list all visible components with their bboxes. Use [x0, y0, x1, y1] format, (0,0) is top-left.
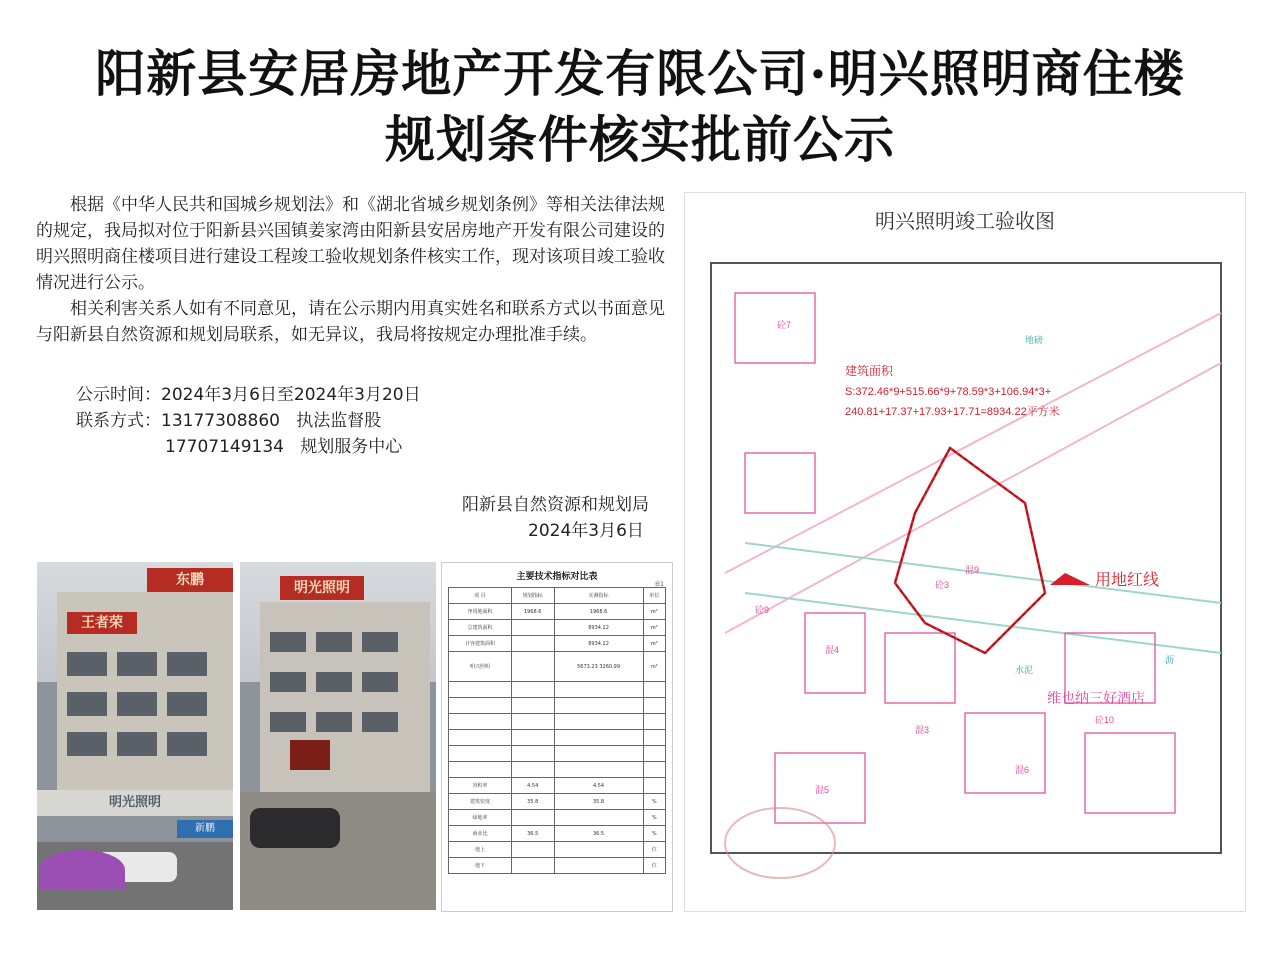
table-cell	[449, 698, 512, 714]
building-facade	[260, 602, 430, 792]
table-cell	[511, 620, 554, 636]
table-cell: m²	[643, 636, 665, 652]
contact-phone: 17707149134	[165, 437, 284, 457]
map-label: 砼10	[1095, 715, 1115, 725]
table-row	[449, 810, 666, 826]
table-cell	[554, 810, 643, 826]
table-row	[449, 730, 666, 746]
table-cell	[511, 714, 554, 730]
indicator-table-panel	[441, 562, 673, 912]
table-cell: 8934.22	[554, 636, 643, 652]
table-cell: %	[643, 826, 665, 842]
table-cell: 35.8	[511, 794, 554, 810]
window	[270, 632, 306, 652]
table-cell: 地上	[449, 842, 512, 858]
area-formula-line1: S:372.46*9+515.66*9+78.59*3+106.94*3+	[845, 386, 1052, 398]
window	[270, 712, 306, 732]
shop-sign	[290, 740, 330, 770]
map-label: 地磅	[1025, 335, 1044, 345]
window	[316, 632, 352, 652]
map-title: 明兴照明竣工验收图	[875, 209, 1055, 233]
map-label: 砼9	[755, 605, 770, 615]
table-cell: 35.8	[554, 794, 643, 810]
map-label: 混6	[1015, 765, 1030, 775]
table-unit: 表1	[654, 581, 664, 588]
table-cell	[554, 858, 643, 874]
window	[67, 692, 107, 716]
contact-label: 联系方式：	[76, 411, 161, 431]
map-label: 砼7	[777, 320, 792, 330]
table-row	[449, 698, 666, 714]
redline-arrow	[1050, 573, 1090, 585]
contact-phone: 13177308860	[161, 411, 280, 431]
page-title-line2: 规划条件核实批前公示	[385, 110, 895, 169]
building-photo-2	[240, 562, 436, 910]
table-row	[449, 826, 666, 842]
table-cell	[449, 682, 512, 698]
building-photo-1	[37, 562, 233, 910]
table-cell	[554, 698, 643, 714]
umbrella	[39, 850, 125, 890]
table-cell: 绿地率	[449, 810, 512, 826]
table-cell	[554, 730, 643, 746]
map-label: 混4	[825, 645, 840, 655]
window	[117, 732, 157, 756]
notice-paragraph-1: 根据《中华人民共和国城乡规划法》和《湖北省城乡规划条例》等相关法律法规的规定，我局拟对位于阳新县兴国镇姜家湾由阳新县安居房地产开发有限公司建设的明兴照明商住楼项目进行建设工程竣工验收规划条件核实工作，现对该项目竣工验收情况进行公示。	[36, 195, 665, 293]
building-outline	[735, 293, 815, 363]
building-outline	[885, 633, 955, 703]
table-row	[449, 652, 666, 682]
table-cell	[643, 746, 665, 762]
table-cell	[554, 714, 643, 730]
table-cell: 建筑密度	[449, 794, 512, 810]
road-edge	[725, 363, 1221, 633]
table-cell	[449, 762, 512, 778]
map-label: 混9	[965, 565, 980, 575]
window	[316, 672, 352, 692]
table-row	[449, 778, 666, 794]
table-cell	[554, 762, 643, 778]
building-outline	[1085, 733, 1175, 813]
table-row	[449, 604, 666, 620]
table-cell: m²	[643, 604, 665, 620]
table-row	[449, 794, 666, 810]
table-cell	[643, 762, 665, 778]
window	[117, 652, 157, 676]
hotel-label: 维也纳三好酒店	[1047, 690, 1145, 706]
table-cell: 容积率	[449, 778, 512, 794]
table-cell: 1968.6	[511, 604, 554, 620]
site-map	[685, 193, 1245, 911]
window	[362, 712, 398, 732]
table-cell: 商业比	[449, 826, 512, 842]
window	[362, 672, 398, 692]
table-cell	[643, 730, 665, 746]
table-cell	[643, 714, 665, 730]
contact-dept: 规划服务中心	[300, 437, 403, 457]
indicator-table	[448, 587, 666, 874]
table-cell	[511, 682, 554, 698]
notice-contact-2	[165, 434, 402, 460]
car	[250, 808, 340, 848]
table-cell	[554, 842, 643, 858]
building-outline	[745, 453, 815, 513]
rooftop-sign: 东鹏	[147, 568, 233, 592]
table-cell: 4.54	[554, 778, 643, 794]
window	[362, 632, 398, 652]
window	[167, 732, 207, 756]
contact-dept: 执法监督股	[296, 411, 382, 431]
map-label: 混5	[815, 785, 830, 795]
map-frame	[711, 263, 1221, 853]
table-cell: 明兴照明	[449, 652, 512, 682]
notice-contact-1	[76, 408, 381, 434]
table-cell: 36.5	[511, 826, 554, 842]
issuer-name: 阳新县自然资源和规划局	[462, 495, 649, 515]
table-cell	[511, 652, 554, 682]
wall-sign: 王者荣	[67, 612, 137, 634]
table-cell: 总建筑面积	[449, 620, 512, 636]
table-cell	[643, 682, 665, 698]
table-cell	[511, 698, 554, 714]
table-cell	[449, 714, 512, 730]
table-row	[449, 762, 666, 778]
table-cell	[554, 682, 643, 698]
window	[67, 732, 107, 756]
period-value: 2024年3月6日至2024年3月20日	[161, 385, 421, 405]
table-cell: 4.54	[511, 778, 554, 794]
area-label: 建筑面积	[845, 364, 894, 378]
table-cell: 净用地面积	[449, 604, 512, 620]
window	[117, 692, 157, 716]
window	[67, 652, 107, 676]
table-cell: 1968.6	[554, 604, 643, 620]
table-cell: m²	[643, 620, 665, 636]
table-row	[449, 842, 666, 858]
table-cell	[554, 746, 643, 762]
table-cell: 位	[643, 842, 665, 858]
acceptance-map-panel	[684, 192, 1246, 912]
map-label: 砼3	[935, 580, 950, 590]
table-cell: %	[643, 794, 665, 810]
building-outline	[965, 713, 1045, 793]
issue-date: 2024年3月6日	[528, 521, 644, 541]
table-row	[449, 714, 666, 730]
window	[316, 712, 352, 732]
rooftop-sign: 明光照明	[280, 576, 364, 600]
map-label: 混3	[915, 725, 930, 735]
table-cell	[511, 730, 554, 746]
table-cell	[511, 858, 554, 874]
table-row	[449, 620, 666, 636]
official-seal	[725, 808, 835, 878]
road-edge	[745, 593, 1221, 653]
table-cell	[511, 636, 554, 652]
window	[270, 672, 306, 692]
table-cell	[511, 746, 554, 762]
table-cell	[511, 762, 554, 778]
table-cell: 地下	[449, 858, 512, 874]
road-edge	[725, 313, 1221, 573]
page-title-line1: 阳新县安居房地产开发有限公司·明兴照明商住楼	[95, 44, 1185, 103]
table-cell	[511, 810, 554, 826]
table-cell	[449, 730, 512, 746]
table-row	[449, 636, 666, 652]
storefront-brand: 明光照明	[37, 790, 233, 816]
redline-label: 用地红线	[1095, 572, 1160, 589]
table-row	[449, 682, 666, 698]
area-formula-line2: 240.81+17.37+17.93+17.71=8934.22平方米	[845, 406, 1060, 418]
table-cell: 位	[643, 858, 665, 874]
table-cell	[643, 698, 665, 714]
table-title: 主要技术指标对比表	[516, 572, 598, 582]
table-cell	[449, 746, 512, 762]
table-row	[449, 858, 666, 874]
map-label: 水泥	[1015, 665, 1034, 675]
table-cell	[643, 778, 665, 794]
notice-period	[76, 382, 421, 408]
period-label: 公示时间：	[76, 385, 161, 405]
table-cell: 36.5	[554, 826, 643, 842]
map-label: 沥	[1165, 655, 1175, 665]
table-cell	[511, 842, 554, 858]
table-header-cell: 单位	[643, 588, 665, 604]
table-header-cell: 规划指标	[511, 588, 554, 604]
table-header-cell: 项 目	[449, 588, 512, 604]
store-sign: 新鹏	[177, 820, 233, 838]
table-cell: 5673.23 3260.99	[554, 652, 643, 682]
table-cell: %	[643, 810, 665, 826]
table-cell: 8934.22	[554, 620, 643, 636]
window	[167, 692, 207, 716]
window	[167, 652, 207, 676]
table-row	[449, 746, 666, 762]
table-header-cell: 实测指标	[554, 588, 643, 604]
table-cell: m²	[643, 652, 665, 682]
notice-paragraph-2: 相关利害关系人如有不同意见，请在公示期内用真实姓名和联系方式以书面意见与阳新县自然资源和规划局联系，如无异议，我局将按规定办理批准手续。	[36, 299, 665, 345]
notice-body	[36, 192, 668, 348]
table-cell: 计容建筑面积	[449, 636, 512, 652]
table-header-row	[449, 588, 666, 604]
